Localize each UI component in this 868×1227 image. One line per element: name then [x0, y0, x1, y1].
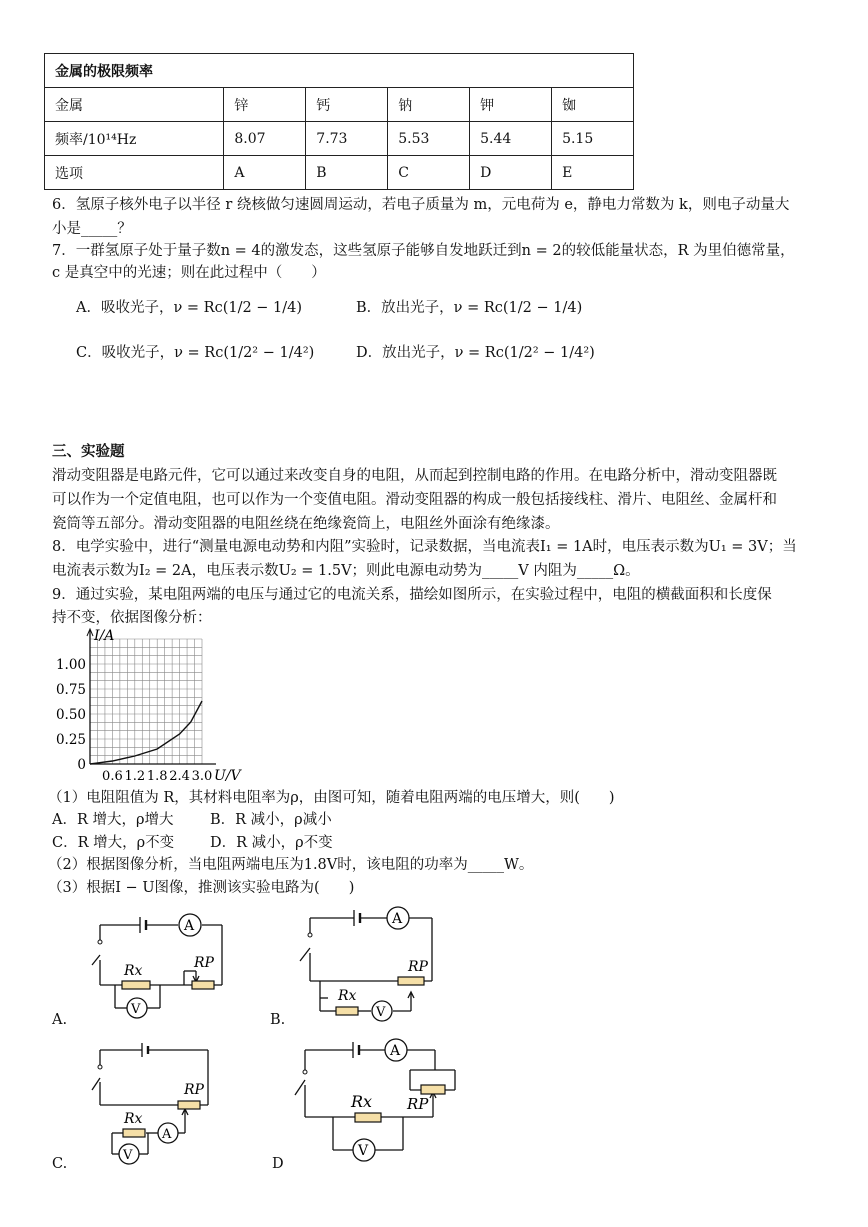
ammeter-label: A: [184, 918, 195, 934]
q8-line1: 8．电学实验中，进行“测量电源电动势和内阻”实验时，记录数据，当电流表I₁ = 1A时，电压表示数为U₁ = 3V；当: [52, 539, 797, 555]
table-row-metal: [45, 88, 634, 122]
table-cell: 钠: [388, 88, 470, 122]
q9-line1: 9．通过实验，某电阻两端的电压与通过它的电流关系，描绘如图所示，在实验过程中，电阻的横截面积和长度保: [52, 587, 772, 603]
q7-option-d: D．放出光子，ν = Rc(1/2² − 1/4²): [356, 345, 595, 361]
x-tick-label: 3.0: [191, 769, 213, 784]
chart-grid: [90, 639, 202, 764]
table-cell: 铷: [552, 88, 634, 122]
x-tick-label: 2.4: [169, 769, 190, 784]
x-tick-label: 1.8: [146, 769, 168, 784]
q6-line2: 小是_____？: [52, 221, 132, 237]
q6-line1: 6．氢原子核外电子以半径 r 绕核做匀速圆周运动，若电子质量为 m，元电荷为 e，静电力常数为 k，则电子动量大: [52, 197, 790, 213]
chart-series-line: [90, 701, 202, 764]
table-cell: 锌: [224, 88, 306, 122]
table-cell: 5.44: [470, 122, 552, 156]
section-paragraph: 可以作为一个定值电阻，也可以作为一个变值电阻。滑动变阻器的构成一般包括接线柱、滑片、电阻丝、金属杆和: [52, 492, 777, 508]
table-cell: 5.53: [388, 122, 470, 156]
chart-x-label: U/V: [214, 768, 241, 784]
y-tick-label: 1.00: [55, 657, 86, 673]
ammeter-label: A: [392, 911, 403, 927]
q7-line1: 7．一群氢原子处于量子数n = 4的激发态，这些氢原子能够自发地跃迁到n = 2的较低能量状态，R 为里伯德常量，: [52, 243, 795, 259]
q7-line2: c 是真空中的光速；则在此过程中（ ）: [52, 265, 326, 281]
rx-label: Rx: [338, 988, 357, 1004]
y-tick-label: 0.75: [55, 682, 86, 698]
q9-sub1: （1）电阻阻值为 R，其材料电阻率为ρ，由图可知，随着电阻两端的电压增大，则( ): [48, 790, 615, 806]
table-cell: 选项: [45, 156, 224, 190]
y-tick-label: 0.25: [55, 732, 86, 748]
q9-line2: 持不变，依据图像分析：: [52, 610, 212, 626]
voltmeter-label: V: [358, 1143, 369, 1159]
rx-label: Rx: [124, 963, 143, 979]
x-tick-label: 0.6: [102, 769, 123, 784]
voltmeter-label: V: [131, 1002, 141, 1017]
chart-x-ticks: [102, 769, 212, 784]
ammeter-label: A: [162, 1127, 172, 1142]
chart-axes: [87, 629, 216, 764]
voltmeter-label: V: [123, 1148, 133, 1163]
table-cell: B: [306, 156, 388, 190]
section-paragraph: 滑动变阻器是电路元件，它可以通过来改变自身的电阻，从而起到控制电路的作用。在电路分析中，滑动变阻器既: [52, 468, 777, 484]
q9-sub1-option-c: C．R 增大，ρ不变: [52, 835, 175, 851]
table-cell: C: [388, 156, 470, 190]
table-cell: 5.15: [552, 122, 634, 156]
x-tick-label: 1.2: [124, 769, 146, 784]
q7-option-c: C．吸收光子，ν = Rc(1/2² − 1/4²): [76, 345, 315, 361]
rx-label: Rx: [124, 1111, 143, 1127]
table-cell: E: [552, 156, 634, 190]
circuit-label-d: D: [272, 1156, 284, 1172]
circuit-label-a: A.: [52, 1012, 68, 1028]
table-cell: 频率/10¹⁴Hz: [45, 122, 224, 156]
table-cell: 钙: [306, 88, 388, 122]
circuit-d-diagram: [285, 1035, 465, 1170]
y-tick-label: 0: [77, 757, 86, 773]
q9-sub1-option-a: A．R 增大，ρ增大: [52, 812, 174, 828]
y-tick-label: 0.50: [55, 707, 86, 723]
table-row-option: [45, 156, 634, 190]
q9-sub1-option-d: D．R 减小，ρ不变: [210, 835, 333, 851]
rp-label: RP: [184, 1082, 204, 1098]
table-cell: 钾: [470, 88, 552, 122]
ammeter-label: A: [390, 1043, 401, 1059]
table-title: 金属的极限频率: [45, 54, 634, 88]
rp-label: RP: [194, 955, 214, 971]
table-cell: 金属: [45, 88, 224, 122]
section-heading: 三、实验题: [52, 444, 125, 460]
table-cell: 8.07: [224, 122, 306, 156]
table-cell: D: [470, 156, 552, 190]
circuit-a-diagram: [80, 905, 240, 1025]
q9-sub1-option-b: B．R 减小，ρ减小: [210, 812, 332, 828]
q7-option-a: A．吸收光子，ν = Rc(1/2 − 1/4): [76, 300, 303, 316]
table-cell: 7.73: [306, 122, 388, 156]
q9-sub2: （2）根据图像分析，当电阻两端电压为1.8V时，该电阻的功率为_____W。: [48, 857, 534, 873]
rp-label: RP: [408, 959, 428, 975]
rx-label: Rx: [351, 1092, 373, 1111]
voltmeter-label: V: [376, 1005, 386, 1020]
circuit-b-diagram: [290, 903, 450, 1028]
iu-chart: [48, 626, 268, 784]
q8-line2: 电流表示数为I₂ = 2A，电压表示数U₂ = 1.5V；则此电源电动势为_____V 内阻为_____Ω。: [52, 563, 640, 579]
chart-y-label: I/A: [94, 628, 115, 644]
circuit-label-c: C.: [52, 1156, 68, 1172]
metal-frequency-table: [44, 53, 634, 190]
q7-option-b: B．放出光子，ν = Rc(1/2 − 1/4): [356, 300, 583, 316]
circuit-label-b: B.: [270, 1012, 286, 1028]
section-paragraph: 瓷筒等五部分。滑动变阻器的电阻丝绕在绝缘瓷筒上，电阻丝外面涂有绝缘漆。: [52, 516, 560, 532]
table-row-frequency: [45, 122, 634, 156]
q9-sub3: （3）根据I − U图像，推测该实验电路为( ): [48, 880, 355, 896]
chart-y-ticks: [56, 657, 86, 773]
rp-label: RP: [407, 1095, 429, 1113]
table-cell: A: [224, 156, 306, 190]
circuit-c-diagram: [80, 1040, 230, 1170]
